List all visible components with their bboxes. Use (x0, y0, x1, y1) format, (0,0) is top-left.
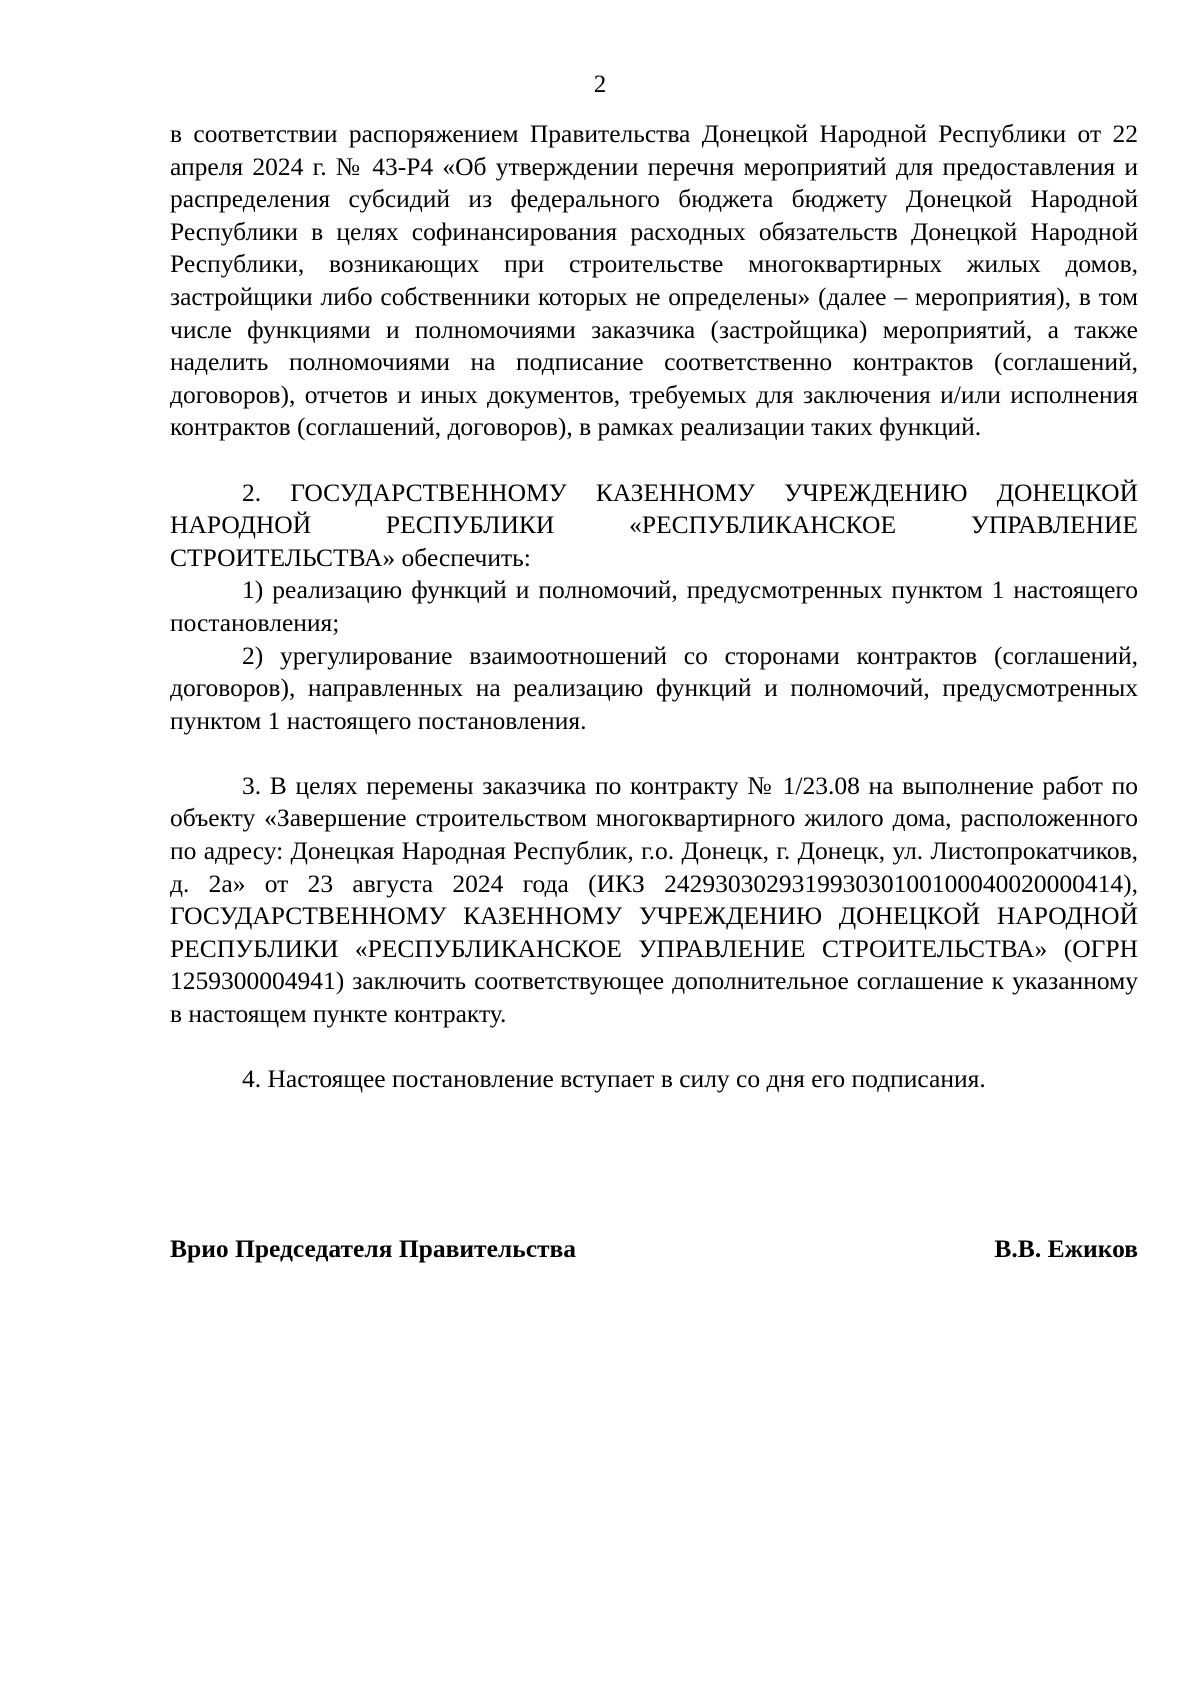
paragraph-3: 3. В целях перемены заказчика по контракту № 1/23.08 на выполнение работ по объекту «Завершение строительством многоквартирного жилого дома, расположенного по адресу: Донецкая Народная Республик, г.о. Донецк, г. Донецк, ул. Листопрокатчиков, д. 2а» от 23 августа 2024 года (ИКЗ 242930302931993030100100040020000414), ГОСУДАРСТВЕННОМУ КАЗЕННОМУ УЧРЕЖДЕНИЮ ДОНЕЦКОЙ НАРОДНОЙ РЕСПУБЛИКИ «РЕСПУБЛИКАНСКОЕ УПРАВЛЕНИЕ СТРОИТЕЛЬСТВА» (ОГРН 1259300004941) заключить соответствующее дополнительное соглашение к указанному в настоящем пункте контракту. (170, 770, 1138, 1029)
paragraph-spacer (170, 1031, 1138, 1064)
paragraph-2-item-1: 1) реализацию функций и полномочий, предусмотренных пунктом 1 настоящего постановления; (170, 575, 1138, 637)
document-body (170, 118, 1138, 1096)
paragraph-2: 2. ГОСУДАРСТВЕННОМУ КАЗЕННОМУ УЧРЕЖДЕНИЮ ДОНЕЦКОЙ НАРОДНОЙ РЕСПУБЛИКИ «РЕСПУБЛИКАНСКОЕ УПРАВЛЕНИЕ СТРОИТЕЛЬСТВА» обеспечить: (170, 477, 1138, 572)
signatory-name: В.В. Ежиков (994, 1234, 1138, 1263)
paragraph-2-item-2: 2) урегулирование взаимоотношений со сторонами контрактов (соглашений, договоров), направленных на реализацию функций и полномочий, предусмотренных пунктом 1 настоящего постановления. (170, 640, 1138, 735)
paragraph-1-continuation: в соответствии распоряжением Правительства Донецкой Народной Республики от 22 апреля 2024 г. № 43-Р4 «Об утверждении перечня мероприятий для предоставления и распределения субсидий из федерального бюджета бюджету Донецкой Народной Республики в целях софинансирования расходных обязательств Донецкой Народной Республики, возникающих при строительстве многоквартирных жилых домов, застройщики либо собственники которых не определены» (далее – мероприятия), в том числе функциями и полномочиями заказчика (застройщика) мероприятий, а также наделить полномочиями на подписание соответственно контрактов (соглашений, договоров), отчетов и иных документов, требуемых для заключения и/или исполнения контрактов (соглашений, договоров), в рамках реализации таких функций. (170, 119, 1138, 442)
signature-block (170, 1233, 1138, 1265)
paragraph-4: 4. Настоящее постановление вступает в силу со дня его подписания. (242, 1064, 986, 1094)
page-number: 2 (593, 71, 607, 98)
paragraph-spacer (170, 444, 1138, 477)
paragraph-spacer (170, 737, 1138, 770)
signatory-position: Врио Председателя Правительства (170, 1234, 577, 1263)
